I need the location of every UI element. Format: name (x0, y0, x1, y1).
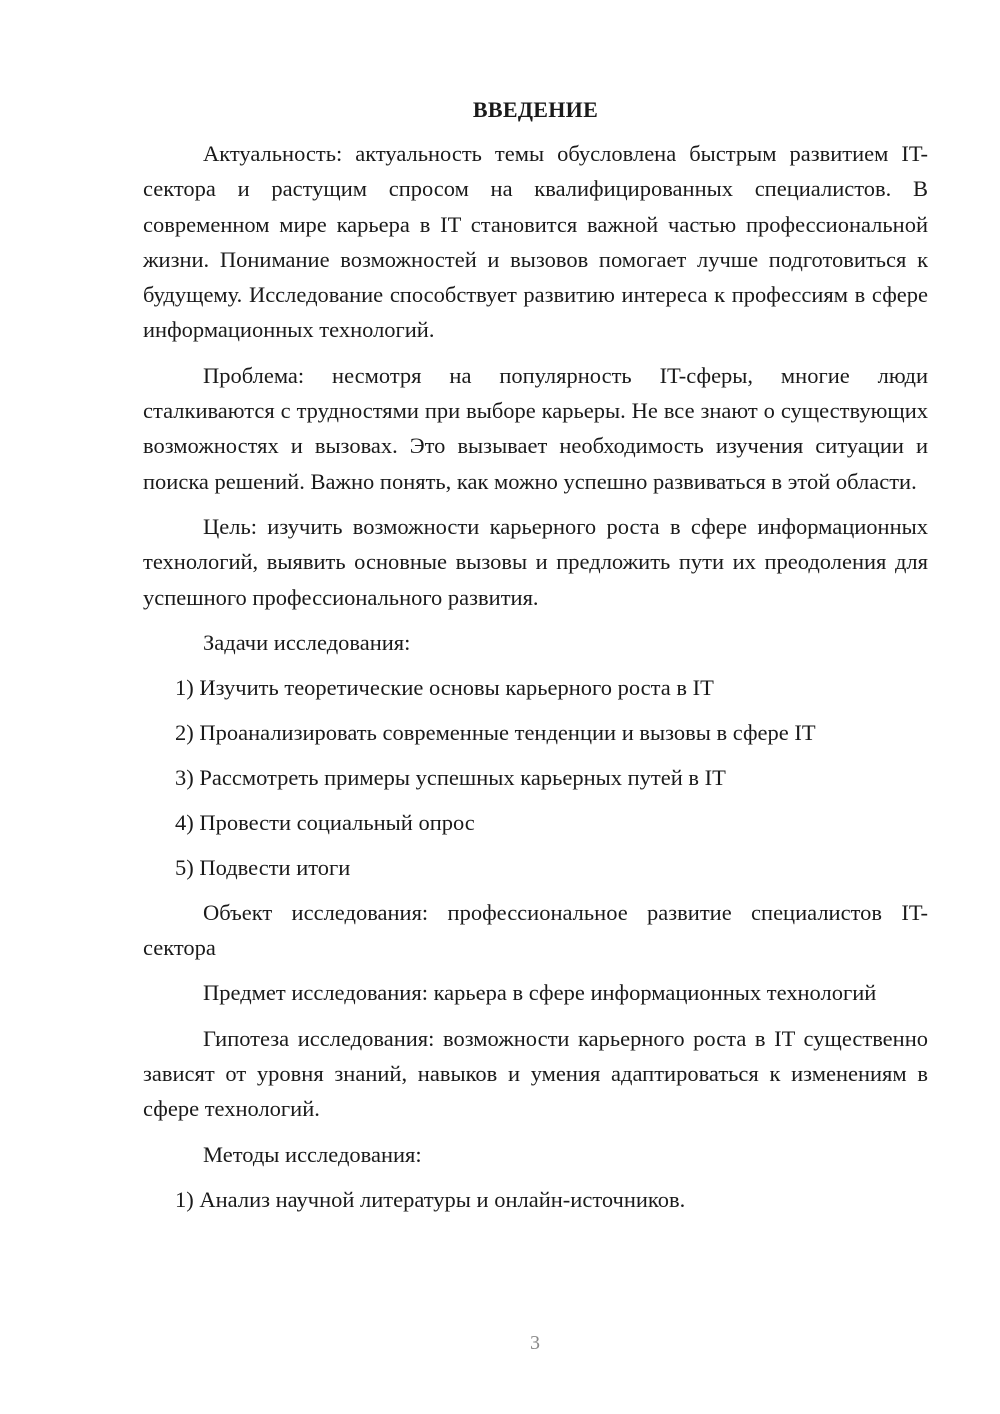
task-item: 1) Изучить теоретические основы карьерного роста в IT (175, 674, 714, 700)
task-item: 2) Проанализировать современные тенденции и вызовы в сфере IT (175, 719, 816, 745)
methods-heading: Методы исследования: (203, 1141, 422, 1167)
page-number: 3 (530, 1332, 540, 1354)
task-item: 4) Провести социальный опрос (175, 809, 475, 835)
task-item: 3) Рассмотреть примеры успешных карьерных путей в IT (175, 764, 726, 790)
hypothesis-paragraph: Гипотеза исследования: возможности карьерного роста в IT существенно зависят от уровня знаний, навыков и умения адаптироваться к изменениям в сфере технологий. (143, 1025, 928, 1122)
object-paragraph: Объект исследования: профессиональное развитие специалистов IT-сектора (143, 899, 928, 961)
section-title: ВВЕДЕНИЕ (472, 97, 599, 122)
document-page (143, 92, 928, 1227)
tasks-heading: Задачи исследования: (203, 629, 411, 655)
subject-paragraph: Предмет исследования: карьера в сфере информационных технологий (203, 980, 877, 1006)
relevance-paragraph: Актуальность: актуальность темы обусловлена быстрым развитием IT-сектора и растущим спросом на квалифицированных специалистов. В современном мире карьера в IT становится важной частью профессиональной жизни. Понимание возможностей и вызовов помогает лучше подготовиться к будущему. Исследование способствует развитию интереса к профессиям в сфере информационных технологий. (143, 141, 928, 343)
goal-paragraph: Цель: изучить возможности карьерного роста в сфере информационных технологий, выявить основные вызовы и предложить пути их преодоления для успешного профессионального развития. (143, 513, 928, 610)
task-item: 5) Подвести итоги (175, 854, 351, 880)
method-item: 1) Анализ научной литературы и онлайн-источников. (175, 1186, 686, 1212)
problem-paragraph: Проблема: несмотря на популярность IT-сферы, многие люди сталкиваются с трудностями при выборе карьеры. Не все знают о существующих возможностях и вызовах. Это вызывает необходимость изучения ситуации и поиска решений. Важно понять, как можно успешно развиваться в этой области. (143, 362, 928, 494)
